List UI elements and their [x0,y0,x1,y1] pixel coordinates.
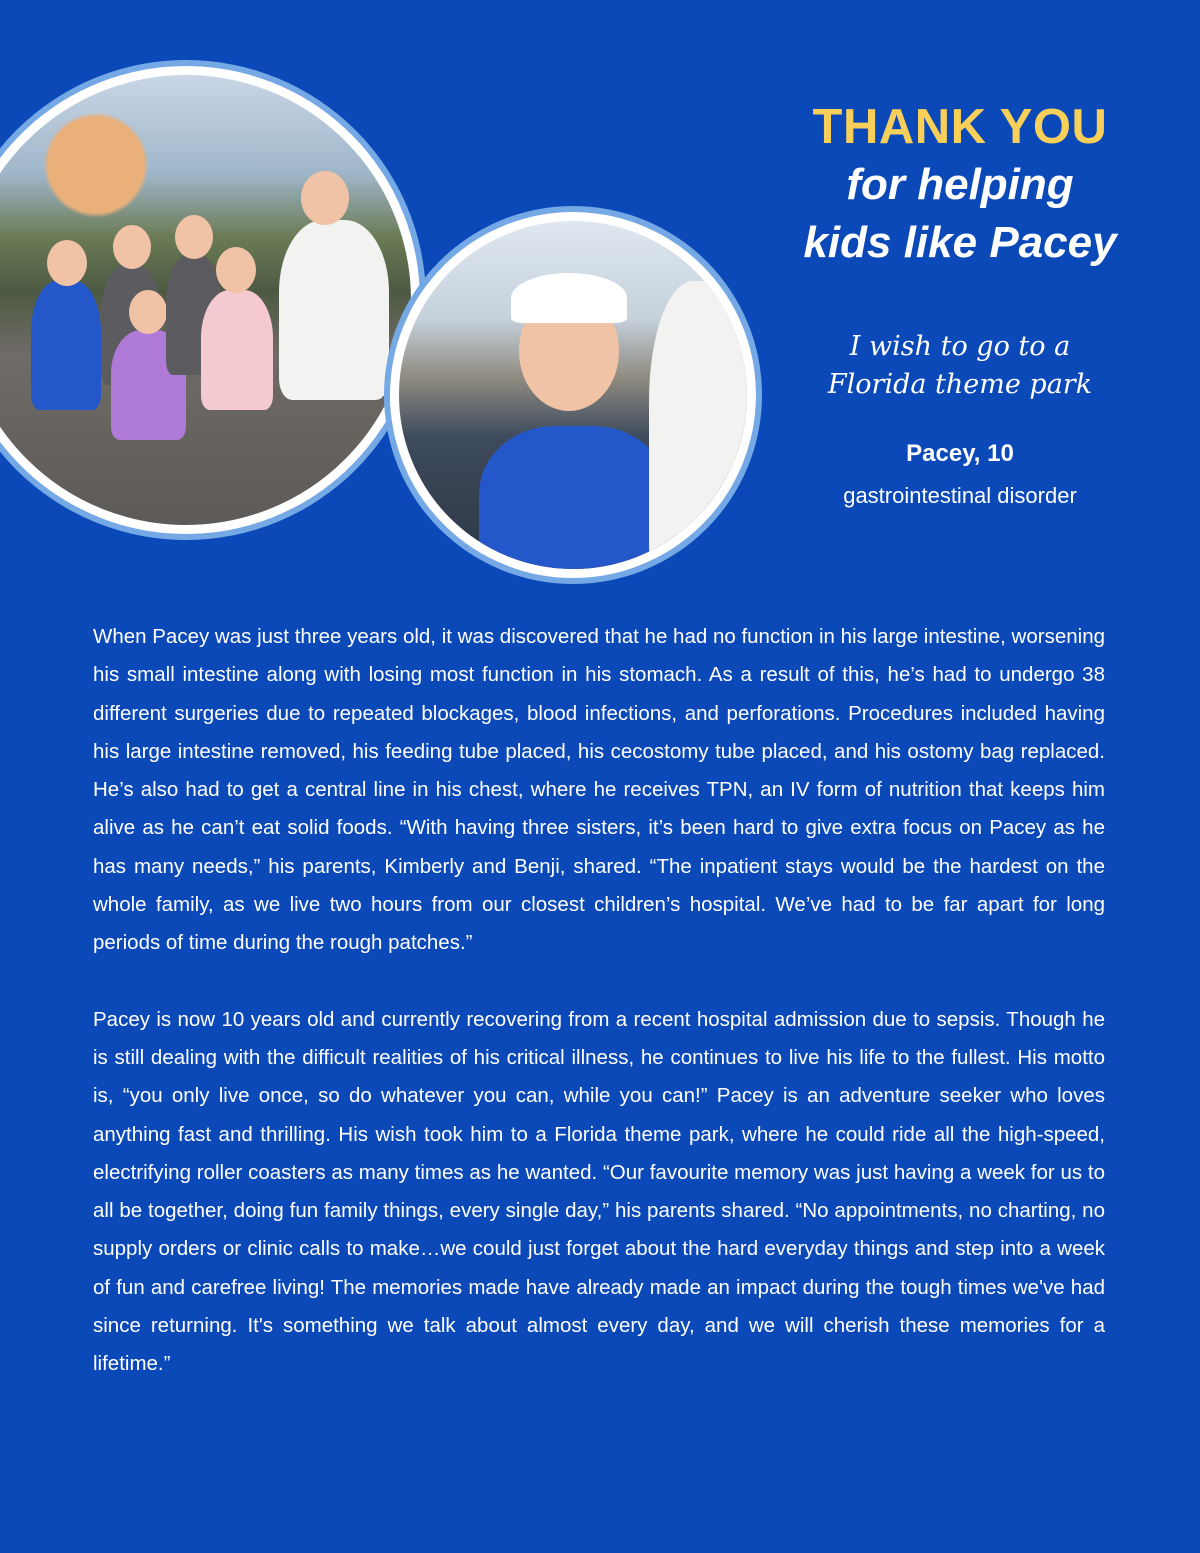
thank-you-heading [770,98,1150,272]
pacey-photo [390,212,756,578]
story-paragraph-1: When Pacey was just three years old, it was discovered that he had no function in his large intestine, worsening his small intestine along with losing most function in his stomach. As a result of this, he’s had to undergo 38 different surgeries due to repeated blockages, blood infections, and perforations. Procedures included having his large intestine removed, his feeding tube placed, his cecostomy tube placed, and his ostomy bag replaced. He’s also had to get a central line in his chest, where he receives TPN, an IV form of nutrition that keeps him alive as he can’t eat solid foods. “With having three sisters, it’s been hard to give extra focus on Pacey as he has many needs,” his parents, Kimberly and Benji, shared. “The inpatient stays would be the hardest on the whole family, as we live two hours from our closest children’s hospital. We’ve had to be far apart for long periods of time during the rough patches.” [93,625,1105,955]
wish-line-2: Florida theme park [827,369,1093,400]
figure-father [279,220,389,400]
figure-head [113,225,151,269]
figure-adult [649,281,756,578]
wish-line-1: I wish to go to a [849,331,1071,362]
for-helping-line: for helping [846,160,1074,209]
figure-head [175,215,213,259]
kids-like-line: kids like Pacey [803,218,1117,267]
story-paragraph-2: Pacey is now 10 years old and currently recovering from a recent hospital admission due to sepsis. Though he is still dealing with the difficult realities of his critical illness, he continues to live his life to the fullest. His motto is, “you only live once, so do whatever you can, while you can!” Pacey is an adventure seeker who loves anything fast and thrilling. His wish took him to a Florida theme park, where he could ride all the high-speed, electrifying roller coasters as many times as he wanted. “Our favourite memory was just having a week for us to all be together, doing fun family things, every single day,” his parents shared. “No appointments, no charting, no supply orders or clinic calls to make…we could just forget about the hard everyday things and step into a week of fun and carefree living! The memories made have already made an impact during the tough times we've had since returning. It's something we talk about almost every day, and we will cherish these memories for a lifetime.” [93,1007,1105,1376]
story-body [93,618,1105,1422]
figure-head [129,290,167,334]
figure-head [301,171,349,225]
figure-head [216,247,256,293]
kid-name-age: Pacey, 10 [906,440,1014,467]
figure-boy [31,280,101,410]
kid-condition: gastrointestinal disorder [843,483,1077,508]
cap [511,273,627,323]
figure-pacey [479,426,669,578]
thank-you-title: THANK YOU [812,100,1108,154]
figure-head [47,240,87,286]
family-photo [0,66,420,534]
wish-quote [790,328,1130,404]
figure-sister-two [201,290,273,410]
